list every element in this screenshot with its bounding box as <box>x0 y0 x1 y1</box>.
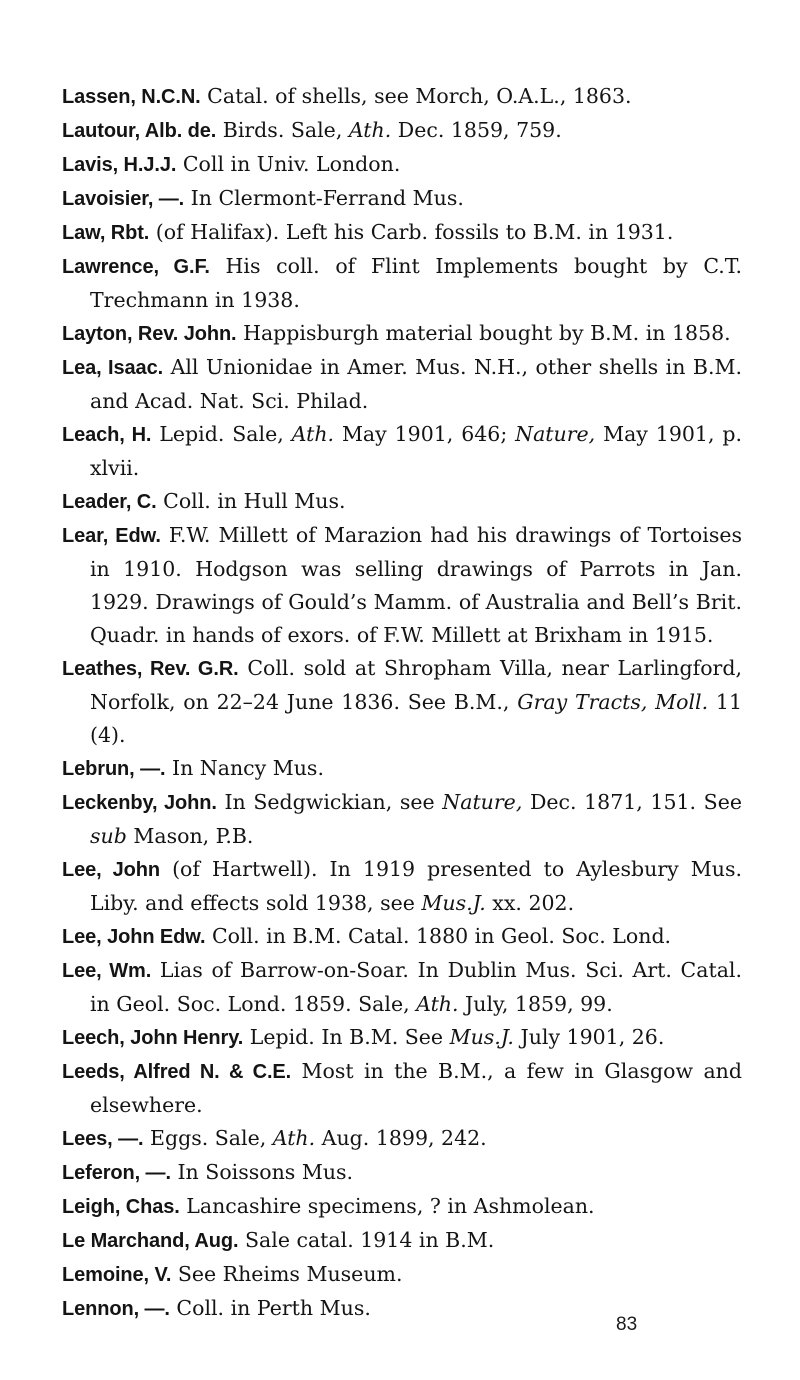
entry-lee-wm <box>62 954 742 1021</box>
entry-name: Lea, Isaac. <box>62 357 164 379</box>
entry-text: Most in the B.M., a few in Glasgow and elsewhere. <box>90 1059 742 1117</box>
entry-lavis <box>62 148 742 182</box>
entry-text: Lepid. In B.M. See <box>249 1025 450 1049</box>
entry-name: Lavoisier, —. <box>62 188 185 210</box>
entry-text: Eggs. Sale, <box>150 1126 273 1150</box>
entry-name: Leferon, —. <box>62 1162 171 1184</box>
entry-text: All Unionidae in Amer. Mus. N.H., other shells in B.M. and Acad. Nat. Sci. Philad. <box>90 355 742 413</box>
entry-leathes <box>62 652 742 752</box>
page-number: 83 <box>616 1314 638 1335</box>
entry-text: (of Halifax). Left his Carb. fossils to B.M. in 1931. <box>155 220 674 244</box>
entry-list <box>62 80 742 1326</box>
entry-text: In Soissons Mus. <box>177 1160 354 1184</box>
entry-text-italic: Nature, <box>442 790 523 814</box>
entry-name: Leach, H. <box>62 424 152 446</box>
entry-text: Lancashire specimens, ? in Ashmolean. <box>186 1194 595 1218</box>
entry-lautour <box>62 114 742 148</box>
entry-lennon <box>62 1292 742 1326</box>
entry-leigh <box>62 1190 742 1224</box>
entry-text-italic: Mus.J. <box>421 891 486 915</box>
entry-lee-john <box>62 853 742 920</box>
entry-lavoisier <box>62 182 742 216</box>
entry-text-italic: Ath. <box>291 422 335 446</box>
entry-leferon <box>62 1156 742 1190</box>
entry-text: Coll in Univ. London. <box>182 152 401 176</box>
entry-name: Leigh, Chas. <box>62 1196 180 1218</box>
entry-lawrence <box>62 250 742 317</box>
entry-text: See Rheims Museum. <box>177 1262 403 1286</box>
entry-name: Leathes, Rev. G.R. <box>62 658 239 680</box>
entry-name: Lee, Wm. <box>62 960 152 982</box>
entry-name: Leader, C. <box>62 491 157 513</box>
entry-lear <box>62 519 742 652</box>
entry-text: In Sedgwickian, see <box>224 790 443 814</box>
entry-lees <box>62 1122 742 1156</box>
entry-text: Lias of Barrow-on-Soar. In Dublin Mus. Sci. Art. Catal. in Geol. Soc. Lond. 1859. Sale, <box>90 958 742 1016</box>
entry-text: xx. 202. <box>485 891 575 915</box>
entry-text: Coll. in Hull Mus. <box>163 489 346 513</box>
entry-text: Dec. 1871, 151. See <box>522 790 742 814</box>
entry-leckenby <box>62 786 742 853</box>
entry-text: Catal. of shells, see Morch, O.A.L., 1863. <box>207 84 632 108</box>
entry-text: Lepid. Sale, <box>159 422 292 446</box>
entry-leeds <box>62 1055 742 1122</box>
entry-text-italic: Ath. <box>416 992 459 1016</box>
entry-name: Lees, —. <box>62 1128 144 1150</box>
entry-text-italic: Mus.J. <box>449 1025 514 1049</box>
entry-text: In Nancy Mus. <box>171 756 324 780</box>
entry-name: Lautour, Alb. de. <box>62 120 217 142</box>
entry-name: Lassen, N.C.N. <box>62 86 201 108</box>
entry-text: 11 (4). <box>90 690 742 747</box>
entry-text: Birds. Sale, <box>222 118 349 142</box>
entry-name: Lawrence, G.F. <box>62 256 210 278</box>
entry-text-italic: sub <box>90 824 127 848</box>
entry-name: Lemoine, V. <box>62 1264 172 1286</box>
entry-text: Coll. in Perth Mus. <box>176 1296 371 1320</box>
entry-lee-john-edw <box>62 920 742 954</box>
entry-lemoine <box>62 1258 742 1292</box>
entry-text: Dec. 1859, 759. <box>391 118 562 142</box>
entry-leech <box>62 1021 742 1055</box>
entry-text: His coll. of Flint Implements bought by C.T. Trechmann in 1938. <box>90 254 742 312</box>
entry-le-marchand <box>62 1224 742 1258</box>
entry-text: May 1901, p. xlvii. <box>90 422 742 480</box>
entry-leader <box>62 485 742 519</box>
entry-text: (of Hartwell). In 1919 presented to Aylesbury Mus. Liby. and effects sold 1938, see <box>90 857 742 915</box>
entry-text: July, 1859, 99. <box>458 992 613 1016</box>
entry-name: Lear, Edw. <box>62 525 161 547</box>
entry-text: Happisburgh material bought by B.M. in 1858. <box>243 321 731 345</box>
entry-text: May 1901, 646; <box>334 422 516 446</box>
entry-name: Le Marchand, Aug. <box>62 1230 239 1252</box>
entry-name: Lee, John <box>62 859 160 881</box>
entry-name: Lavis, H.J.J. <box>62 154 177 176</box>
entry-text: July 1901, 26. <box>513 1025 665 1049</box>
entry-name: Leech, John Henry. <box>62 1027 244 1049</box>
entry-name: Lennon, —. <box>62 1298 170 1320</box>
entry-text: Sale catal. 1914 in B.M. <box>245 1228 495 1252</box>
entry-text: F.W. Millett of Marazion had his drawings of Tortoises in 1910. Hodgson was selling drawings of Parrots in Jan. 1929. Drawings of Gould’s Mamm. of Australia and Bell’s Brit. Quadr. in hands of exors. of F.W. Millett at Brixham in 1915. <box>90 523 742 647</box>
entry-text-italic: Gray Tracts, Moll. <box>517 690 709 714</box>
entry-text: Aug. 1899, 242. <box>315 1126 487 1150</box>
entry-lebrun <box>62 752 742 786</box>
entry-lea <box>62 351 742 418</box>
entry-text: Coll. sold at Shropham Villa, near Larlingford, Norfolk, on 22–24 June 1836. See B.M., <box>90 656 742 714</box>
entry-lassen <box>62 80 742 114</box>
entry-layton <box>62 317 742 351</box>
entry-name: Lebrun, —. <box>62 758 166 780</box>
entry-law <box>62 216 742 250</box>
entry-text-italic: Nature, <box>515 422 596 446</box>
entry-text: In Clermont-Ferrand Mus. <box>190 186 464 210</box>
entry-text: Mason, P.B. <box>126 824 254 848</box>
entry-name: Leeds, Alfred N. & C.E. <box>62 1061 292 1083</box>
entry-name: Layton, Rev. John. <box>62 323 237 345</box>
entry-name: Leckenby, John. <box>62 792 217 814</box>
entry-name: Lee, John Edw. <box>62 926 206 948</box>
entry-text-italic: Ath. <box>348 118 392 142</box>
entry-name: Law, Rbt. <box>62 222 150 244</box>
entry-leach <box>62 418 742 485</box>
entry-text: Coll. in B.M. Catal. 1880 in Geol. Soc. Lond. <box>211 924 672 948</box>
entry-text-italic: Ath. <box>272 1126 316 1150</box>
